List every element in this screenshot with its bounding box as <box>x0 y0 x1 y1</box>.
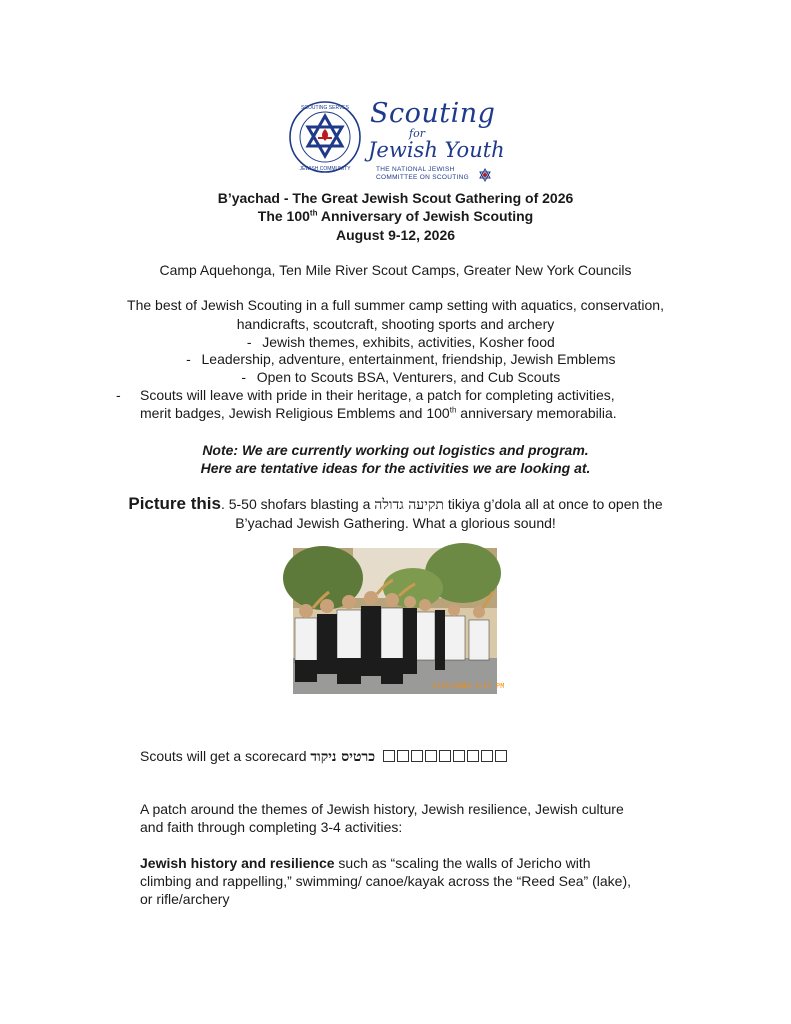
svg-text:JEWISH COMMUNITY: JEWISH COMMUNITY <box>299 166 351 172</box>
svg-text:SCOUTING SERVES: SCOUTING SERVES <box>301 105 349 111</box>
bullet-text: Open to Scouts BSA, Venturers, and Cub Scouts <box>256 369 561 385</box>
note-line1: Note: We are currently working out logistics and program. <box>202 442 589 458</box>
bullet-line2-pre: merit badges, Jewish Religious Emblems and 100 <box>140 405 450 421</box>
event-title: B’yachad - The Great Jewish Scout Gathering of 2026 <box>217 190 574 206</box>
bullet-dash: - <box>186 351 191 367</box>
picture-this-label: Picture this <box>128 494 221 513</box>
scorecard-line <box>140 748 507 766</box>
anniversary-title <box>0 208 791 224</box>
missing-glyph-icon <box>383 750 395 762</box>
bullet-line2-post: anniversary memorabilia. <box>456 405 617 421</box>
photo-timestamp: 5/21/2009 2:17 PM <box>433 683 505 691</box>
event-date: August 9-12, 2026 <box>335 227 456 243</box>
shofar-blowers-photo <box>293 548 505 694</box>
missing-glyph-icon <box>397 750 409 762</box>
scouting-logo <box>288 98 503 190</box>
intro-line2: handicrafts, scoutcraft, shooting sports and archery <box>236 316 555 332</box>
history-bold-heading: Jewish history and resilience <box>140 855 335 871</box>
bullet-line2-sup: th <box>449 405 457 415</box>
logo-for-word: for <box>409 127 425 140</box>
intro-line1: The best of Jewish Scouting in a full summer camp setting with aquatics, conservation, <box>127 297 664 313</box>
history-line1-rest: such as “scaling the walls of Jericho with <box>334 855 591 871</box>
star-of-david-seal-icon <box>288 100 362 174</box>
anniversary-title-post: Anniversary of Jewish Scouting <box>317 208 534 224</box>
picture-text-post: tikiya g’dola all at once to open the <box>443 496 663 512</box>
picture-text-pre: . 5-50 shofars blasting a <box>220 496 375 512</box>
scorecard-text: Scouts will get a scorecard <box>140 748 311 764</box>
bullet-item-line2 <box>140 405 617 421</box>
bullet-item <box>0 369 791 385</box>
bullet-text: Jewish themes, exhibits, activities, Kosher food <box>262 334 555 350</box>
history-line3: or rifle/archery <box>140 891 230 907</box>
patch-line1: A patch around the themes of Jewish history, Jewish resilience, Jewish culture <box>140 801 624 817</box>
bullet-item <box>0 351 791 367</box>
history-line2: climbing and rappelling,” swimming/ canoe/kayak across the “Reed Sea” (lake), <box>140 873 631 889</box>
note-line2: Here are tentative ideas for the activities we are looking at. <box>200 460 591 476</box>
anniversary-title-pre: The 100 <box>257 208 310 224</box>
logo-subtitle <box>376 166 469 182</box>
fleur-de-lis-icon <box>478 168 492 182</box>
missing-glyph-icon <box>411 750 423 762</box>
bullet-text: Leadership, adventure, entertainment, friendship, Jewish Emblems <box>201 351 616 367</box>
missing-glyph-icon <box>495 750 507 762</box>
bullet-dash: - <box>241 369 247 385</box>
anniversary-title-sup: th <box>309 208 318 218</box>
bullet-dash: - <box>116 387 121 403</box>
missing-glyph-icon <box>425 750 437 762</box>
picture-line2: B’yachad Jewish Gathering. What a glorious sound! <box>235 515 556 531</box>
event-location: Camp Aquehonga, Ten Mile River Scout Camps, Greater New York Councils <box>159 262 632 278</box>
missing-glyph-boxes <box>381 748 507 764</box>
hebrew-tekiah-gedolah: תקיעה גדולה <box>374 497 444 513</box>
bullet-item <box>0 334 791 350</box>
logo-subtitle-line1: THE NATIONAL JEWISH <box>376 166 455 173</box>
missing-glyph-icon <box>439 750 451 762</box>
bullet-item-line1: Scouts will leave with pride in their heritage, a patch for completing activities, <box>140 387 615 403</box>
logo-jewish-youth-word: Jewish Youth <box>368 138 505 162</box>
missing-glyph-icon <box>453 750 465 762</box>
missing-glyph-icon <box>467 750 479 762</box>
history-line1 <box>140 855 591 871</box>
logo-scouting-word: Scouting <box>370 98 496 129</box>
bullet-dash: - <box>246 334 252 350</box>
hebrew-scorecard: כרטיס ניקוד <box>310 749 376 765</box>
patch-line2: and faith through completing 3-4 activities: <box>140 819 403 835</box>
logo-subtitle-line2: COMMITTEE ON SCOUTING <box>376 174 469 181</box>
picture-this-line <box>0 494 791 514</box>
missing-glyph-icon <box>481 750 493 762</box>
